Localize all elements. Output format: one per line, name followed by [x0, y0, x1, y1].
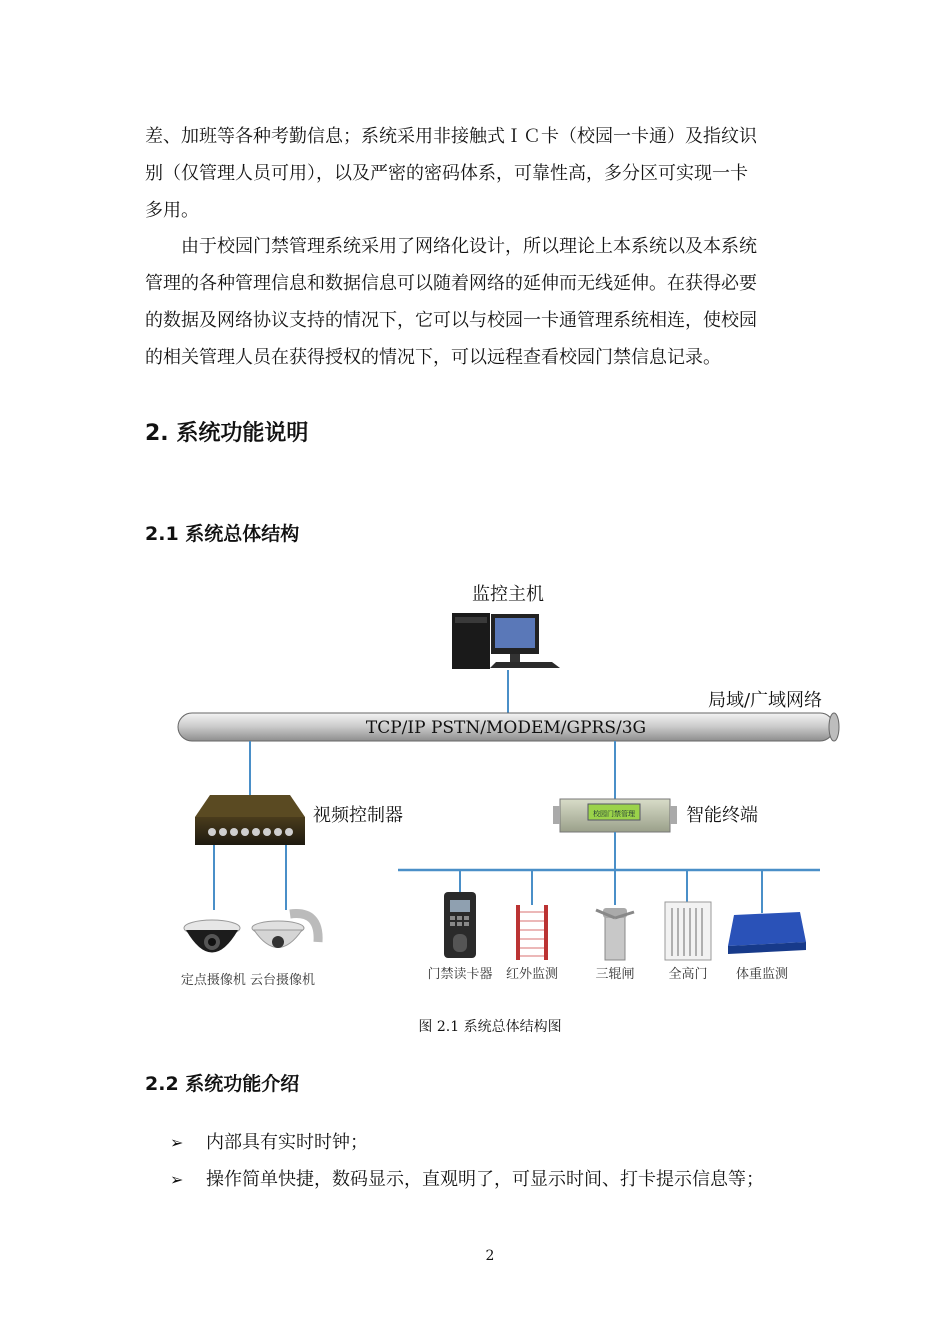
figure-caption: 图 2.1 系统总体结构图	[418, 1019, 562, 1035]
bullet-arrow-icon: ➢	[170, 1170, 184, 1189]
full-height-gate-icon	[665, 902, 711, 960]
subsection-heading-functions: 2.2 系统功能介绍	[145, 1073, 300, 1095]
device-label: 门禁读卡器	[427, 967, 493, 982]
list-item	[170, 1124, 764, 1161]
text-line: 的数据及网络协议支持的情况下，它可以与校园一卡通管理系统相连，使校园	[145, 310, 757, 331]
page-number: 2	[485, 1248, 495, 1264]
bus-label: TCP/IP PSTN/MODEM/GPRS/3G	[365, 718, 647, 738]
paragraph-network	[145, 228, 810, 376]
smart-terminal-icon	[553, 799, 677, 832]
section-heading: 2. 系统功能说明	[145, 421, 309, 446]
text-line: 差、加班等各种考勤信息；系统采用非接触式ＩＣ卡（校园一卡通）及指纹识	[145, 126, 757, 147]
device-connectors	[460, 870, 762, 913]
feature-list	[170, 1124, 764, 1198]
fixed-camera-icon	[184, 920, 240, 953]
list-item-text: 内部具有实时时钟；	[206, 1132, 368, 1153]
text-line: 管理的各种管理信息和数据信息可以随着网络的延伸而无线延伸。在获得必要	[145, 273, 757, 294]
dome-camera-icon	[252, 914, 318, 948]
paragraph-attendance	[145, 118, 810, 229]
video-controller-label: 视频控制器	[313, 805, 403, 826]
network-label: 局域/广域网络	[707, 690, 823, 711]
infrared-detector-icon	[516, 905, 548, 960]
text-line: 由于校园门禁管理系统采用了网络化设计，所以理论上本系统以及本系统	[181, 236, 757, 257]
smart-terminal-label: 智能终端	[686, 805, 758, 826]
list-item	[170, 1161, 764, 1198]
device-label: 红外监测	[505, 967, 559, 982]
cameras-label: 定点摄像机 云台摄像机	[180, 973, 316, 988]
card-reader-icon	[444, 892, 476, 958]
list-item-text: 操作简单快捷，数码显示，直观明了，可显示时间、打卡提示信息等；	[206, 1169, 764, 1190]
device-label: 体重监测	[735, 967, 789, 982]
device-label: 三辊闸	[595, 967, 635, 982]
text-line: 的相关管理人员在获得授权的情况下，可以远程查看校园门禁信息记录。	[145, 347, 721, 368]
terminal-screen-text: 校园门禁管理	[593, 810, 635, 818]
device-label: 全高门	[668, 967, 708, 982]
video-controller-icon	[195, 795, 305, 845]
subsection-heading-structure: 2.1 系统总体结构	[145, 523, 300, 545]
tripod-turnstile-icon	[596, 908, 634, 960]
host-computer-icon	[452, 613, 560, 669]
weight-scale-icon	[728, 912, 806, 954]
text-line: 多用。	[145, 200, 199, 221]
host-label: 监控主机	[472, 584, 544, 605]
system-structure-diagram	[150, 570, 850, 995]
bullet-arrow-icon: ➢	[170, 1133, 184, 1152]
text-line: 别（仅管理人员可用），以及严密的密码体系，可靠性高，多分区可实现一卡	[145, 163, 748, 184]
